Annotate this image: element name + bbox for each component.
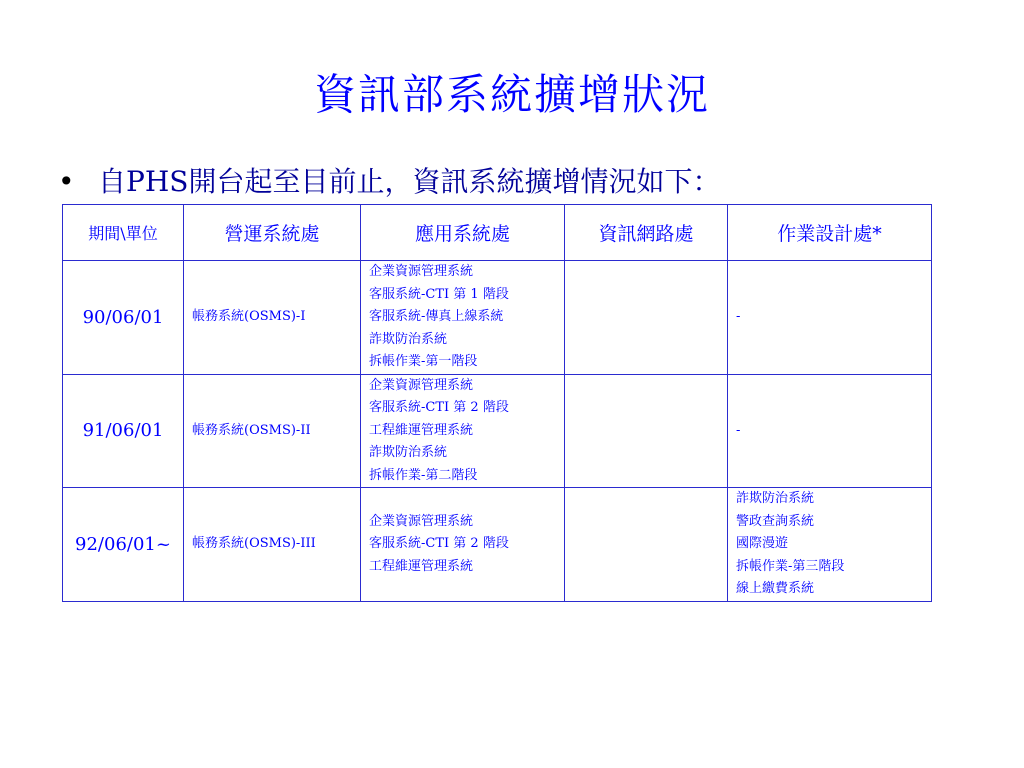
application-system-item: 拆帳作業-第一階段 — [369, 354, 478, 369]
row-network-systems — [565, 374, 728, 488]
application-system-item: 企業資源管理系統 — [369, 264, 474, 279]
application-system-item: 詐欺防治系統 — [369, 331, 448, 347]
header-application-dept: 應用系統處 — [361, 205, 565, 261]
application-system-item: 客服系統-CTI 第 2 階段 — [369, 536, 509, 551]
application-system-item: 拆帳作業-第二階段 — [369, 467, 478, 483]
row-design-systems — [728, 261, 932, 375]
table-row — [63, 374, 932, 488]
application-system-item: 工程維運管理系統 — [369, 558, 474, 574]
application-system-item: 企業資源管理系統 — [369, 513, 474, 529]
row-operations-system: 帳務系統(OSMS)-II — [184, 374, 361, 488]
application-system-item: 詐欺防治系統 — [369, 445, 448, 460]
row-application-systems — [361, 261, 565, 375]
design-system-item: 警政查詢系統 — [736, 513, 815, 529]
slide-title: 資訊部系統擴增狀況 — [313, 70, 710, 119]
design-system-item: - — [736, 422, 741, 438]
table-header-row — [63, 205, 932, 261]
design-system-item: 詐欺防治系統 — [736, 491, 815, 506]
design-system-item: - — [736, 309, 741, 324]
application-system-item: 工程維運管理系統 — [369, 422, 474, 438]
design-system-item: 國際漫遊 — [736, 536, 789, 551]
application-system-item: 客服系統-CTI 第 1 階段 — [369, 286, 509, 302]
row-operations-system: 帳務系統(OSMS)-I — [184, 261, 361, 375]
row-design-systems — [728, 374, 932, 488]
row-operations-system: 帳務系統(OSMS)-III — [184, 488, 361, 602]
table-row — [63, 488, 932, 602]
row-period: 92/06/01~ — [63, 488, 184, 602]
row-period: 91/06/01 — [63, 374, 184, 488]
row-network-systems — [565, 488, 728, 602]
application-system-item: 客服系統-CTI 第 2 階段 — [369, 400, 509, 415]
row-period: 90/06/01 — [63, 261, 184, 375]
bullet-paragraph — [58, 160, 720, 200]
row-application-systems — [361, 488, 565, 602]
row-network-systems — [565, 261, 728, 375]
row-design-systems — [728, 488, 932, 602]
design-system-item: 線上繳費系統 — [736, 581, 815, 596]
bullet-dot-icon: • — [58, 165, 75, 198]
design-system-item: 拆帳作業-第三階段 — [736, 558, 845, 574]
header-operations-dept: 營運系統處 — [184, 205, 361, 261]
application-system-item: 企業資源管理系統 — [369, 377, 474, 393]
header-design-dept: 作業設計處* — [728, 205, 932, 261]
header-network-dept: 資訊網路處 — [565, 205, 728, 261]
table-row — [63, 261, 932, 375]
application-system-item: 客服系統-傳真上線系統 — [369, 309, 504, 324]
header-period-unit: 期間\單位 — [63, 205, 184, 261]
system-expansion-table — [62, 204, 932, 602]
bullet-text: 自PHS開台起至目前止，資訊系統擴增情況如下： — [98, 165, 721, 198]
row-application-systems — [361, 374, 565, 488]
